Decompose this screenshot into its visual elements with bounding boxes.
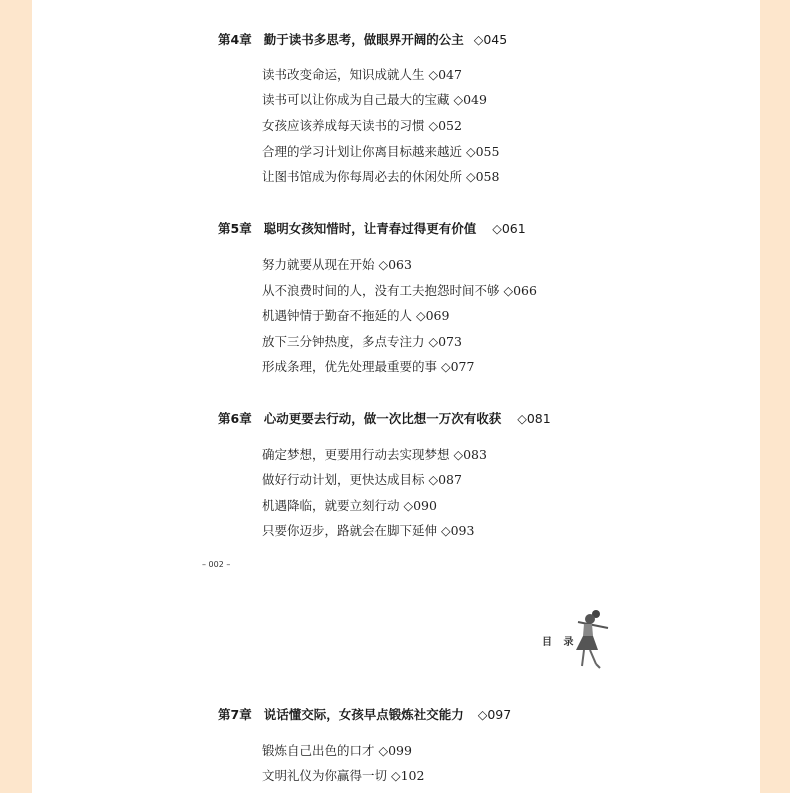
chapter-4-heading (218, 30, 507, 48)
toc-entry: 形成条理，优先处理最重要的事 ◇077 (262, 359, 475, 374)
chapter-number: 第7章 (218, 707, 252, 722)
toc-entry: 从不浪费时间的人，没有工夫抱怨时间不够 ◇066 (262, 283, 537, 298)
toc-entry: 机遇钟情于勤奋不拖延的人 ◇069 (262, 308, 450, 323)
page-number: – 002 – (202, 560, 231, 569)
chapter-page: ◇097 (477, 707, 512, 722)
toc-entry: 确定梦想，更要用行动去实现梦想 ◇083 (262, 447, 487, 462)
chapter-title: 心动更要去行动，做一次比想一万次有收获 (263, 411, 502, 426)
chapter-number: 第5章 (218, 221, 252, 236)
toc-entry: 女孩应该养成每天读书的习惯 ◇052 (262, 118, 462, 133)
chapter-page: ◇081 (517, 411, 551, 426)
chapter-number: 第6章 (218, 411, 252, 426)
toc-entry: 让图书馆成为你每周必去的休闲处所 ◇058 (262, 169, 500, 184)
dancing-girl-illustration (562, 608, 610, 670)
chapter-5-heading (218, 219, 526, 237)
chapter-6-heading (218, 409, 551, 427)
chapter-page: ◇061 (492, 221, 526, 236)
toc-entry: 放下三分钟热度，多点专注力 ◇073 (262, 334, 462, 349)
toc-entry: 读书改变命运，知识成就人生 ◇047 (262, 67, 462, 82)
chapter-page: ◇045 (473, 32, 508, 47)
chapter-title: 勤于读书多思考，做眼界开阔的公主 (263, 32, 464, 47)
toc-entry: 做好行动计划，更快达成目标 ◇087 (262, 472, 462, 487)
toc-entry: 机遇降临，就要立刻行动 ◇090 (262, 498, 437, 513)
toc-entry: 文明礼仪为你赢得一切 ◇102 (262, 768, 425, 783)
toc-entry: 努力就要从现在开始 ◇063 (262, 257, 412, 272)
toc-label: 目 录 (542, 637, 578, 648)
toc-entry: 合理的学习计划让你离目标越来越近 ◇055 (262, 144, 500, 159)
chapter-7-heading (218, 705, 511, 723)
toc-entry: 只要你迈步，路就会在脚下延伸 ◇093 (262, 523, 475, 538)
chapter-title: 说话懂交际，女孩早点锻炼社交能力 (263, 707, 464, 722)
chapter-title: 聪明女孩知惜时，让青春过得更有价值 (263, 221, 477, 236)
toc-entry: 读书可以让你成为自己最大的宝藏 ◇049 (262, 92, 487, 107)
toc-entry: 锻炼自己出色的口才 ◇099 (262, 743, 412, 758)
chapter-number: 第4章 (218, 32, 252, 47)
